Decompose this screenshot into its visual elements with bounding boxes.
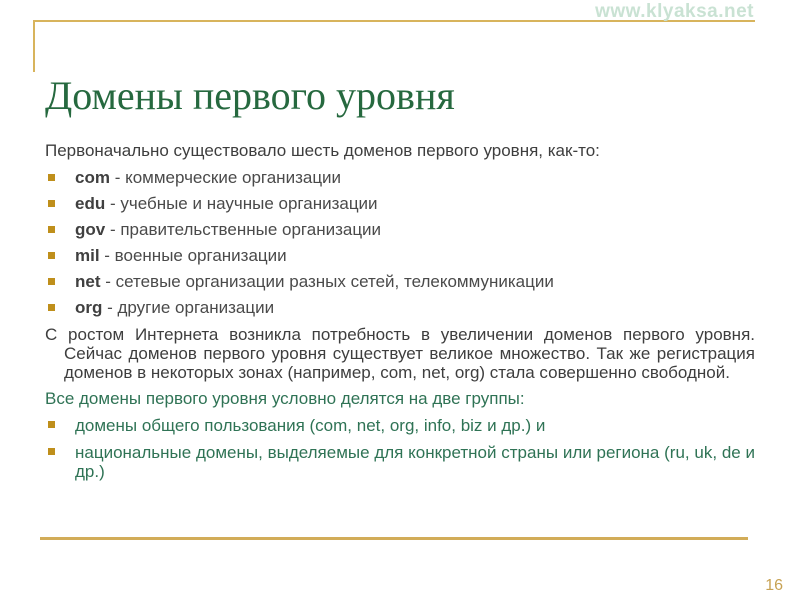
domain-desc: - учебные и научные организации [105,194,378,213]
list-item-net [45,273,755,291]
domain-name: net [75,272,101,291]
bullet-square-icon [48,278,55,285]
list-item-com [45,169,755,187]
domain-desc: - правительственные организации [105,220,382,239]
intro-text: Первоначально существовало шесть доменов первого уровня, как-то: [45,141,600,160]
domain-desc: - коммерческие организации [109,168,342,187]
bullet-square-icon [48,421,55,428]
body-paragraph: С ростом Интернета возникла потребность в увеличении доменов первого уровня. Сейчас доменов первого уровня существует великое множество. Так же регистрация доменов в некоторых зонах (например, com, net, org) стала совершенно свободной. [45,325,755,382]
groups-heading: Все домены первого уровня условно делятся на две группы: [45,389,525,408]
domain-desc: - другие организации [102,298,275,317]
corner-frame-line [33,20,755,72]
list-item-gov [45,221,755,239]
list-item-org [45,299,755,317]
footer-line [40,537,748,540]
group-item-text: домены общего пользования (com, net, org, info, biz и др.) и [75,416,546,435]
domain-desc: - военные организации [99,246,287,265]
bullet-square-icon [48,226,55,233]
domain-name: com [75,168,110,187]
bullet-square-icon [48,252,55,259]
page-number: 16 [765,577,783,594]
bullet-square-icon [48,448,55,455]
group-item-text: национальные домены, выделяемые для конкретной страны или региона (ru, uk, de и др.) [75,443,755,481]
bullet-square-icon [48,200,55,207]
domain-name: edu [75,194,106,213]
domain-name: mil [75,246,100,265]
bullet-square-icon [48,174,55,181]
slide-title: Домены первого уровня [45,72,455,118]
list-item-mil [45,247,755,265]
watermark: www.klyaksa.net [595,1,754,22]
domain-desc: - сетевые организации разных сетей, телекоммуникации [100,272,554,291]
domain-name: org [75,298,103,317]
bullet-square-icon [48,304,55,311]
domain-name: gov [75,220,106,239]
group-item-common [45,416,755,435]
group-item-national [45,443,755,481]
list-item-edu [45,195,755,213]
slide-body [45,141,755,489]
group-list [45,416,755,481]
domain-list [45,169,755,317]
